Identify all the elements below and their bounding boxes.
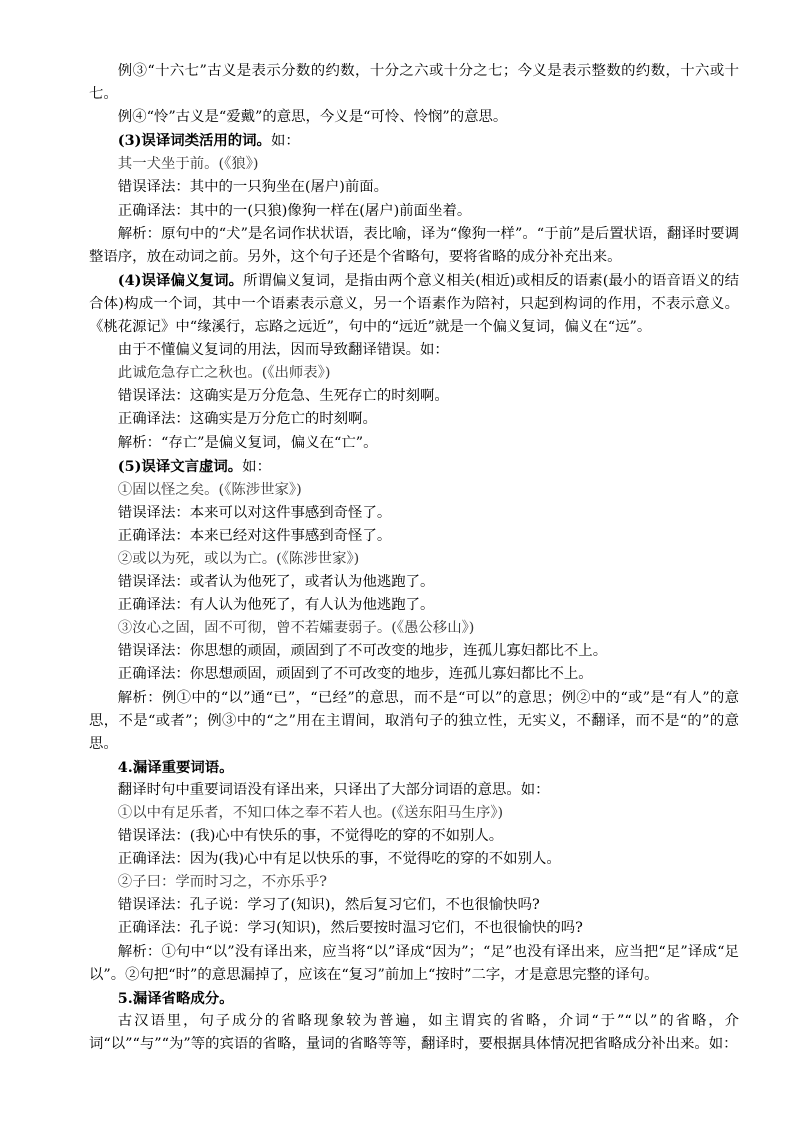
heading-tail: 如：: [270, 133, 300, 150]
paragraph: 翻译时句中重要词语没有译出来，只译出了大部分词语的意思。如：: [117, 781, 550, 798]
correct-translation: 正确译法：其中的一(只狼)像狗一样在(屠户)前面坐着。: [117, 202, 472, 219]
correct-translation: 正确译法：这确实是万分危亡的时刻啊。: [117, 411, 377, 428]
paragraph-example-4: 例④“怜”古义是“爱戴”的意思，今义是“可怜、怜悯”的意思。: [117, 109, 508, 126]
example-sentence: 其一犬坐于前。(《狼》): [117, 156, 259, 173]
heading-text: (3)误译词类活用的词。: [117, 132, 271, 150]
wrong-translation: 错误译法：你思想的顽固，顽固到了不可改变的地步，连孤儿寡妇都比不上。: [117, 643, 608, 660]
wrong-translation: 错误译法：本来可以对这件事感到奇怪了。: [117, 504, 392, 521]
heading-text: (4)误译偏义复词。: [117, 271, 244, 289]
example-sentence: ②或以为死，或以为亡。(《陈涉世家》): [117, 550, 360, 567]
heading-tail: 如：: [242, 458, 271, 475]
heading-text: (5)误译文言虚词。: [117, 457, 243, 475]
wrong-translation: 错误译法：这确实是万分危急、生死存亡的时刻啊。: [117, 388, 449, 405]
example-sentence: ③汝心之固，固不可彻，曾不若孀妻弱子。(《愚公移山》): [117, 620, 475, 637]
paragraph: 由于不懂偏义复词的用法，因而导致翻译错误。如：: [117, 342, 449, 359]
correct-translation: 正确译法：因为(我)心中有足以快乐的事，不觉得吃的穿的不如别人。: [117, 851, 561, 868]
wrong-translation: 错误译法：(我)心中有快乐的事，不觉得吃的穿的不如别人。: [117, 828, 504, 845]
example-sentence: ①以中有足乐者，不知口体之奉不若人也。(《送东阳马生序》): [117, 805, 504, 821]
correct-translation: 正确译法：你思想顽固，顽固到了不可改变的地步，连孤儿寡妇都比不上。: [117, 666, 593, 683]
correct-translation: 正确译法：孔子说：学习(知识)，然后要按时温习它们，不也很愉快的吗?: [117, 920, 583, 937]
wrong-translation: 错误译法：孔子说：学习了(知识)，然后复习它们，不也很愉快吗?: [117, 897, 540, 914]
section-heading-7: 5.漏译省略成分。: [117, 989, 234, 1007]
analysis-paragraph: 解析：“存亡”是偏义复词，偏义在“亡”。: [117, 434, 378, 451]
paragraph: 古汉语里，句子成分的省略现象较为普遍，如主谓宾的省略，介词“于”“以”的省略，介词“以”“与”“为”等的宾语的省略，量词的省略等等，翻译时，要根据具体情况把省略成分补出来。如：: [89, 1012, 739, 1052]
wrong-translation: 错误译法：或者认为他死了，或者认为他逃跑了。: [117, 574, 435, 591]
correct-translation: 正确译法：本来已经对这件事感到奇怪了。: [117, 527, 392, 544]
analysis-paragraph: 解析：①句中“以”没有译出来，应当将“以”译成“因为”；“足”也没有译出来，应当把“足”译成“足以”。②句把“时”的意思漏掉了，应该在“复习”前加上“按时”二字，才是意思完整的译句。: [89, 943, 739, 983]
wrong-translation: 错误译法：其中的一只狗坐在(屠户)前面。: [117, 179, 389, 196]
example-sentence: 此诚危急存亡之秋也。(《出师表》): [117, 365, 331, 382]
correct-translation: 正确译法：有人认为他死了，有人认为他逃跑了。: [117, 597, 435, 614]
section-heading-6: 4.漏译重要词语。: [117, 758, 234, 776]
paragraph-example-3: 例③“十六七”古义是表示分数的约数，十分之六或十分之七；今义是表示整数的约数，十六或十七。: [89, 63, 739, 103]
section-heading-4: [89, 269, 739, 339]
example-sentence: ①固以怪之矣。(《陈涉世家》): [117, 481, 302, 498]
heading-tail: 所谓偏义复词，是指由两个意义相关(相近)或相反的语素(最小的语音语义的结合体)构成一个词，其中一个语素表示意义，另一个语素作为陪衬，只起到构词的作用，不表示意义。《桃花源记》中“缘溪行，忘路之远近”，句中的“远近”就是一个偏义复词，偏义在“远”。: [89, 272, 739, 336]
section-heading-5: [89, 455, 739, 479]
section-heading-3: [89, 129, 739, 153]
analysis-paragraph: 解析：例①中的“以”通“已”，“已经”的意思，而不是“可以”的意思；例②中的“或”是“有人”的意思，不是“或者”；例③中的“之”用在主谓间，取消句子的独立性，无实义，不翻译，而不是“的”的意思。: [89, 689, 739, 752]
example-sentence: ②子曰：学而时习之，不亦乐乎?: [117, 874, 327, 891]
analysis-paragraph: 解析：原句中的“犬”是名词作状状语，表比喻，译为“像狗一样”。“于前”是后置状语，翻译时要调整语序，放在动词之前。另外，这个句子还是个省略句，要将省略的成分补充出来。: [89, 225, 739, 265]
